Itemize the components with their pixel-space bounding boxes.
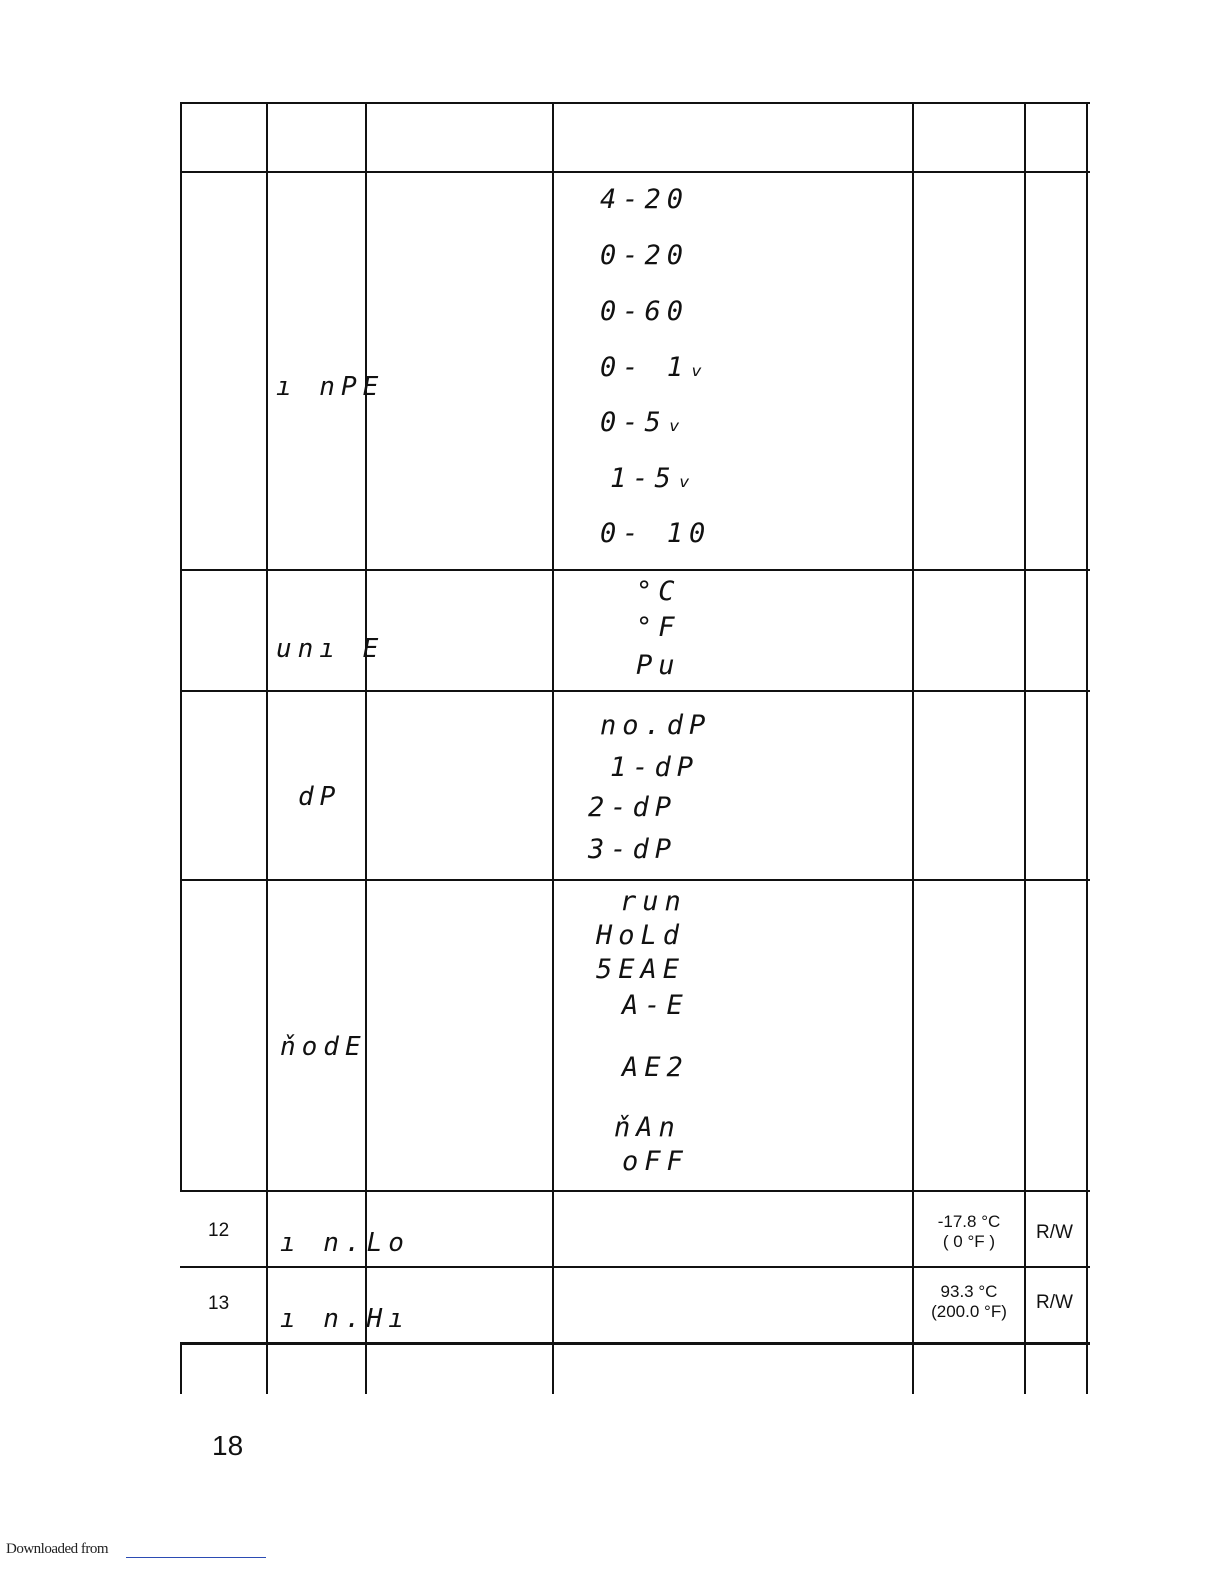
option-value: 0- 10 (600, 518, 712, 549)
option-value: °F (636, 612, 681, 643)
column-divider (912, 102, 914, 1394)
parameter-code: ı nPE (276, 372, 385, 402)
row-number: 13 (208, 1293, 230, 1314)
parameter-table (180, 102, 1090, 1394)
option-value: 1-dP (610, 752, 700, 783)
default-value (914, 1212, 1024, 1252)
option-value: Pu (636, 650, 681, 681)
default-value (914, 1282, 1024, 1322)
footer-text: Downloaded from (6, 1541, 109, 1557)
option-value: 0- 1ᵥ (600, 352, 712, 383)
table-border-right (1086, 102, 1088, 1394)
row-divider (180, 690, 1090, 692)
default-value-line: ( 0 °F ) (942, 1232, 996, 1251)
row-divider (180, 1266, 1090, 1268)
access-mode: R/W (1036, 1292, 1073, 1313)
parameter-code: ňodE (280, 1032, 367, 1062)
table-border-top (180, 102, 1090, 104)
table-border-left (180, 102, 182, 1192)
parameter-code: dP (298, 782, 342, 812)
row-divider (180, 1190, 1090, 1192)
option-value: AE2 (622, 1052, 689, 1083)
column-divider (365, 102, 367, 1394)
footer-link-underline[interactable] (126, 1557, 266, 1558)
page-number: 18 (212, 1430, 244, 1461)
parameter-code: ı n.Lo (280, 1228, 410, 1258)
option-value: °C (636, 576, 681, 607)
row-divider (180, 879, 1090, 881)
row-divider (180, 1342, 1090, 1345)
option-value: ňAn (614, 1112, 681, 1143)
option-value: oFF (622, 1146, 689, 1177)
option-value: 3-dP (588, 834, 678, 865)
parameter-code: unı E (276, 634, 385, 664)
column-divider (266, 102, 268, 1394)
access-mode: R/W (1036, 1222, 1073, 1243)
parameter-code: ı n.Hı (280, 1304, 410, 1334)
row-divider (180, 569, 1090, 571)
option-value: run (620, 886, 687, 917)
option-value: no.dP (600, 710, 712, 741)
option-value: 0-60 (600, 296, 690, 327)
option-value: 2-dP (588, 792, 678, 823)
column-divider (1024, 102, 1026, 1394)
option-value: HoLd (596, 920, 686, 951)
default-value-line: (200.0 °F) (931, 1302, 1007, 1321)
option-value: A-E (622, 990, 689, 1021)
table-border-left-bottom (180, 1344, 182, 1394)
option-value: 0-20 (600, 240, 690, 271)
row-number: 12 (208, 1220, 230, 1241)
option-value: 0-5ᵥ (600, 407, 690, 438)
column-divider (552, 102, 554, 1394)
option-value: 5EAE (596, 954, 686, 985)
option-value: 1-5ᵥ (610, 463, 700, 494)
option-value: 4-20 (600, 184, 690, 215)
default-value-line: 93.3 °C (940, 1282, 998, 1301)
default-value-line: -17.8 °C (937, 1212, 1001, 1231)
header-divider (180, 171, 1090, 173)
